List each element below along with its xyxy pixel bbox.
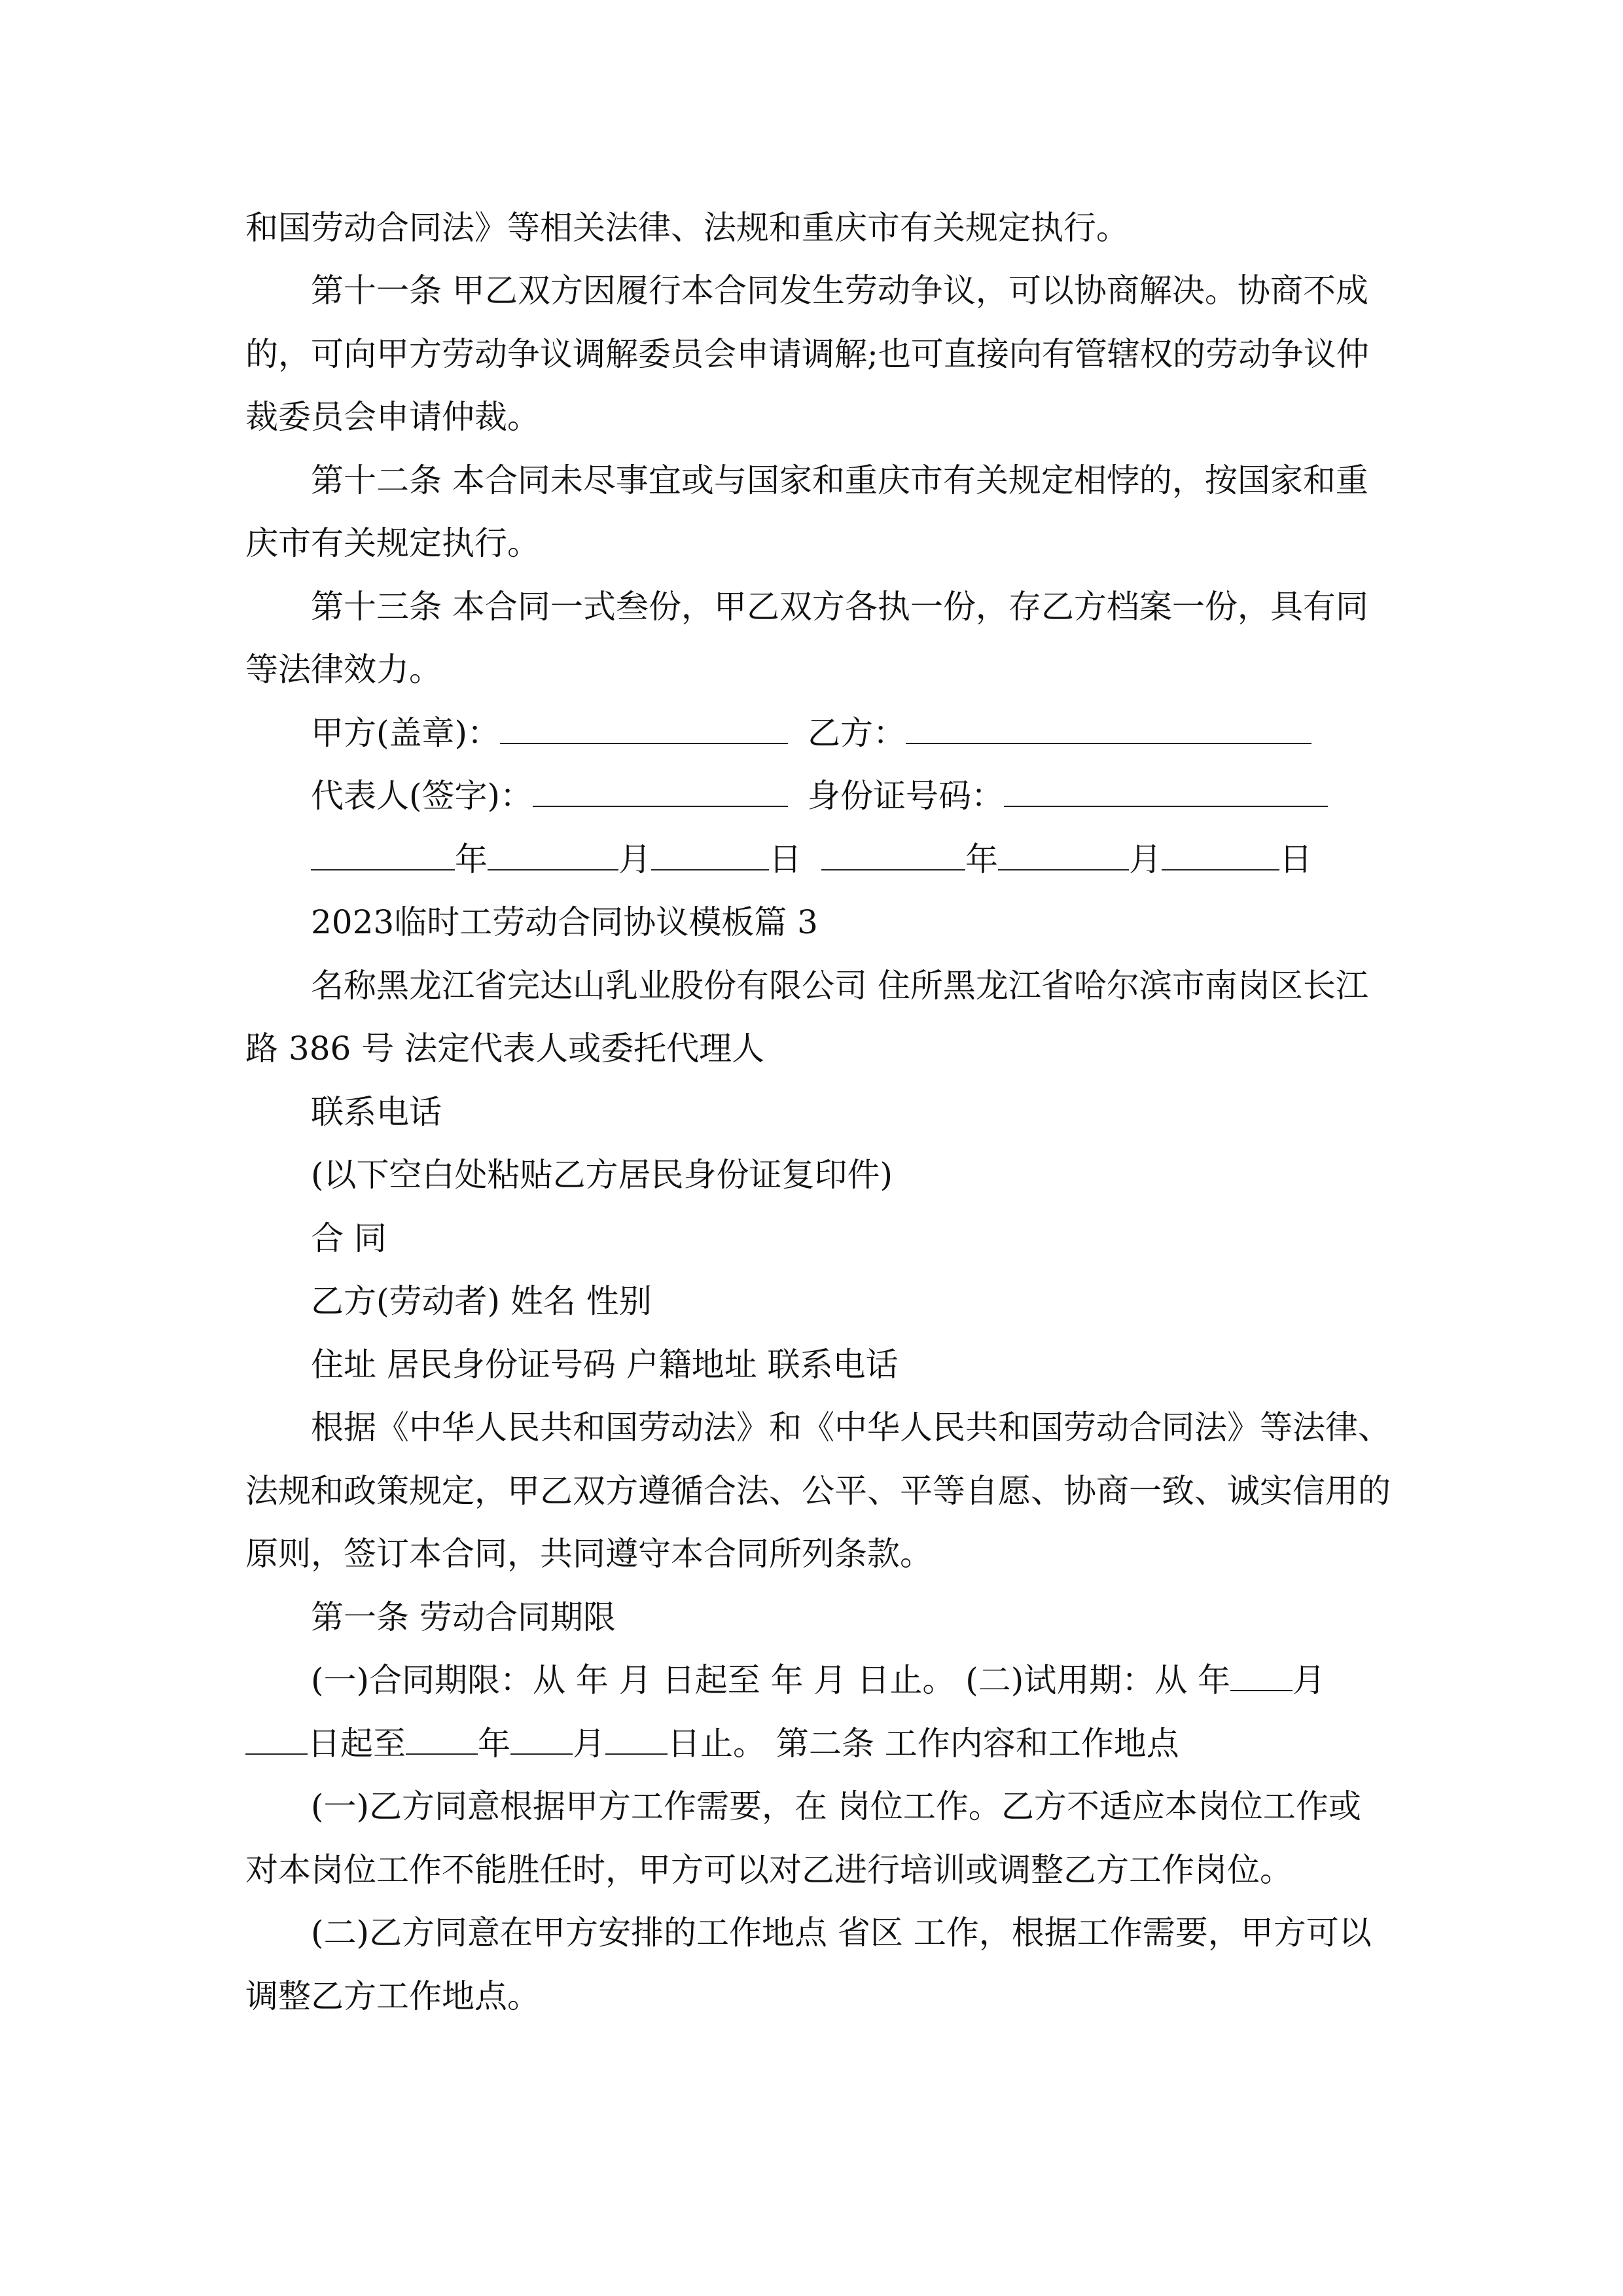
year-label-b: 年: [965, 840, 998, 878]
section-title: 2023临时工劳动合同协议模板篇 3: [311, 903, 818, 941]
article-11-line-2: 的，可向甲方劳动争议调解委员会申请调解;也可直接向有管辖权的劳动争议仲: [245, 335, 1369, 373]
worker-info-line: 乙方(劳动者) 姓名 性别: [311, 1282, 652, 1320]
probation-end-year-label: 年: [478, 1725, 510, 1763]
probation-end-day-blank: [605, 1725, 668, 1755]
party-b-blank: [906, 714, 1311, 744]
paragraph-line: 和国劳动合同法》等相关法律、法规和重庆市有关规定执行。: [245, 209, 1129, 247]
id-number-label: 身份证号码：: [808, 777, 1005, 815]
article-1-heading: 第一条 劳动合同期限: [311, 1598, 616, 1636]
preamble-line-3: 原则，签订本合同，共同遵守本合同所列条款。: [245, 1535, 933, 1573]
probation-from-label: 日起至: [308, 1725, 406, 1763]
contract-term-line-1: [311, 1660, 1325, 1700]
company-line-2: 路 386 号 法定代表人或委托代理人: [245, 1030, 765, 1067]
probation-end-month-blank: [510, 1725, 573, 1755]
article-11-line-3: 裁委员会申请仲裁。: [245, 398, 540, 436]
party-a-label: 甲方(盖章)：: [311, 714, 501, 752]
article-13-line-2: 等法律效力。: [245, 651, 442, 689]
signature-row-date: [311, 839, 1312, 880]
day-blank: [651, 840, 769, 870]
probation-day-blank: [245, 1725, 308, 1755]
work-content-line-2: 对本岗位工作不能胜任时，甲方可以对乙进行培训或调整乙方工作岗位。: [245, 1851, 1293, 1889]
contract-term-text: (一)合同期限：从 年 月 日起至 年 月 日止。 (二)试用期：从 年: [311, 1661, 1231, 1699]
probation-end-text: 日止。 第二条 工作内容和工作地点: [668, 1725, 1179, 1763]
preamble-line-1: 根据《中华人民共和国劳动法》和《中华人民共和国劳动合同法》等法律、: [311, 1408, 1391, 1446]
article-13-line-1: 第十三条 本合同一式叁份，甲乙双方各执一份，存乙方档案一份，具有同: [311, 588, 1368, 626]
contract-heading: 合 同: [311, 1219, 387, 1257]
work-content-line-1: (一)乙方同意根据甲方工作需要，在 岗位工作。乙方不适应本岗位工作或: [311, 1787, 1361, 1825]
party-a-blank: [500, 714, 788, 744]
month-blank: [488, 840, 618, 870]
party-b-label: 乙方：: [808, 714, 906, 752]
year-blank-b: [821, 840, 965, 870]
probation-end-month-label: 月: [573, 1725, 605, 1763]
month-label-b: 月: [1129, 840, 1162, 878]
article-11-line-1: 第十一条 甲乙双方因履行本合同发生劳动争议，可以协商解决。协商不成: [311, 272, 1368, 310]
work-location-line-2: 调整乙方工作地点。: [245, 1977, 540, 2015]
month-blank-b: [998, 840, 1129, 870]
article-12-line-2: 庆市有关规定执行。: [245, 524, 540, 562]
year-label: 年: [455, 840, 488, 878]
contract-term-line-2: [245, 1723, 1179, 1764]
company-line-1: 名称黑龙江省完达山乳业股份有限公司 住所黑龙江省哈尔滨市南岗区长江: [311, 967, 1368, 1005]
address-info-line: 住址 居民身份证号码 户籍地址 联系电话: [311, 1346, 899, 1384]
probation-month-blank: [1230, 1661, 1293, 1691]
contact-phone-line: 联系电话: [311, 1093, 442, 1131]
day-label-b: 日: [1279, 840, 1312, 878]
year-blank: [311, 840, 455, 870]
representative-label: 代表人(签字)：: [311, 777, 533, 815]
id-copy-note: (以下空白处粘贴乙方居民身份证复印件): [311, 1156, 893, 1194]
day-blank-b: [1162, 840, 1279, 870]
signature-row-party: [311, 713, 1311, 753]
probation-month-label: 月: [1293, 1661, 1326, 1699]
representative-blank: [533, 777, 788, 807]
work-location-line-1: (二)乙方同意在甲方安排的工作地点 省区 工作，根据工作需要，甲方可以: [311, 1914, 1372, 1952]
preamble-line-2: 法规和政策规定，甲乙双方遵循合法、公平、平等自愿、协商一致、诚实信用的: [245, 1472, 1391, 1510]
article-12-line-1: 第十二条 本合同未尽事宜或与国家和重庆市有关规定相悖的，按国家和重: [311, 461, 1368, 499]
day-label: 日: [769, 840, 802, 878]
probation-end-year-blank: [406, 1725, 478, 1755]
signature-row-rep: [311, 776, 1328, 816]
month-label: 月: [618, 840, 651, 878]
id-number-blank: [1004, 777, 1328, 807]
